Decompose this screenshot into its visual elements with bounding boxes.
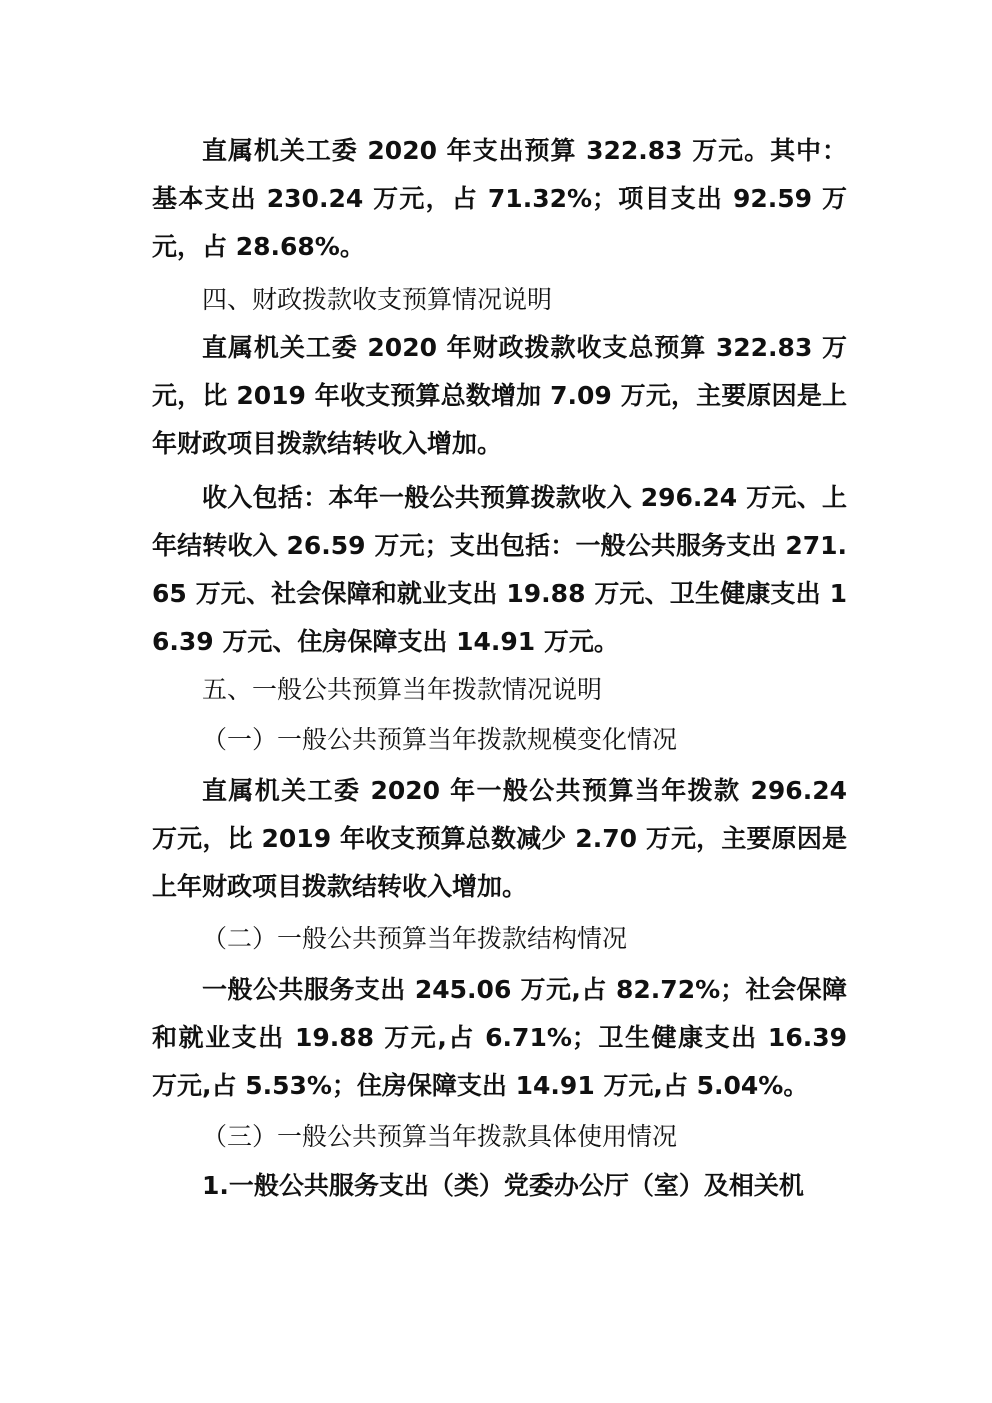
fiscal-allocation-paragraph: 直属机关工委 2020 年财政拨款收支总预算 322.83 万元，比 2019 年收支预算总数增加 7.09 万元，主要原因是上年财政项目拨款结转收入增加。 [152,333,847,458]
section-four-heading: 四、财政拨款收支预算情况说明 [202,285,553,314]
section-five-heading: 五、一般公共预算当年拨款情况说明 [202,675,603,704]
subsection-three-heading: （三）一般公共预算当年拨款具体使用情况 [202,1122,678,1151]
specific-usage-paragraph: 1.一般公共服务支出（类）党委办公厅（室）及相关机 [202,1171,804,1200]
allocation-scale-paragraph: 直属机关工委 2020 年一般公共预算当年拨款 296.24 万元，比 2019 年收支预算总数减少 2.70 万元，主要原因是上年财政项目拨款结转收入增加。 [152,776,847,901]
budget-expenditure-paragraph: 直属机关工委 2020 年支出预算 322.83 万元。其中：基本支出 230.24 万元，占 71.32%；项目支出 92.59 万元，占 28.68%。 [152,136,847,261]
subsection-one-heading: （一）一般公共预算当年拨款规模变化情况 [202,725,678,754]
subsection-two-heading: （二）一般公共预算当年拨款结构情况 [202,924,628,953]
allocation-structure-paragraph: 一般公共服务支出 245.06 万元,占 82.72%；社会保障和就业支出 19.88 万元,占 6.71%；卫生健康支出 16.39 万元,占 5.53%；住房保障支出 14.91 万元,占 5.04%。 [152,975,847,1100]
income-expenditure-paragraph: 收入包括：本年一般公共预算拨款收入 296.24 万元、上年结转收入 26.59 万元；支出包括：一般公共服务支出 271.65 万元、社会保障和就业支出 19.88 万元、卫生健康支出 16.39 万元、住房保障支出 14.91 万元。 [152,483,847,656]
